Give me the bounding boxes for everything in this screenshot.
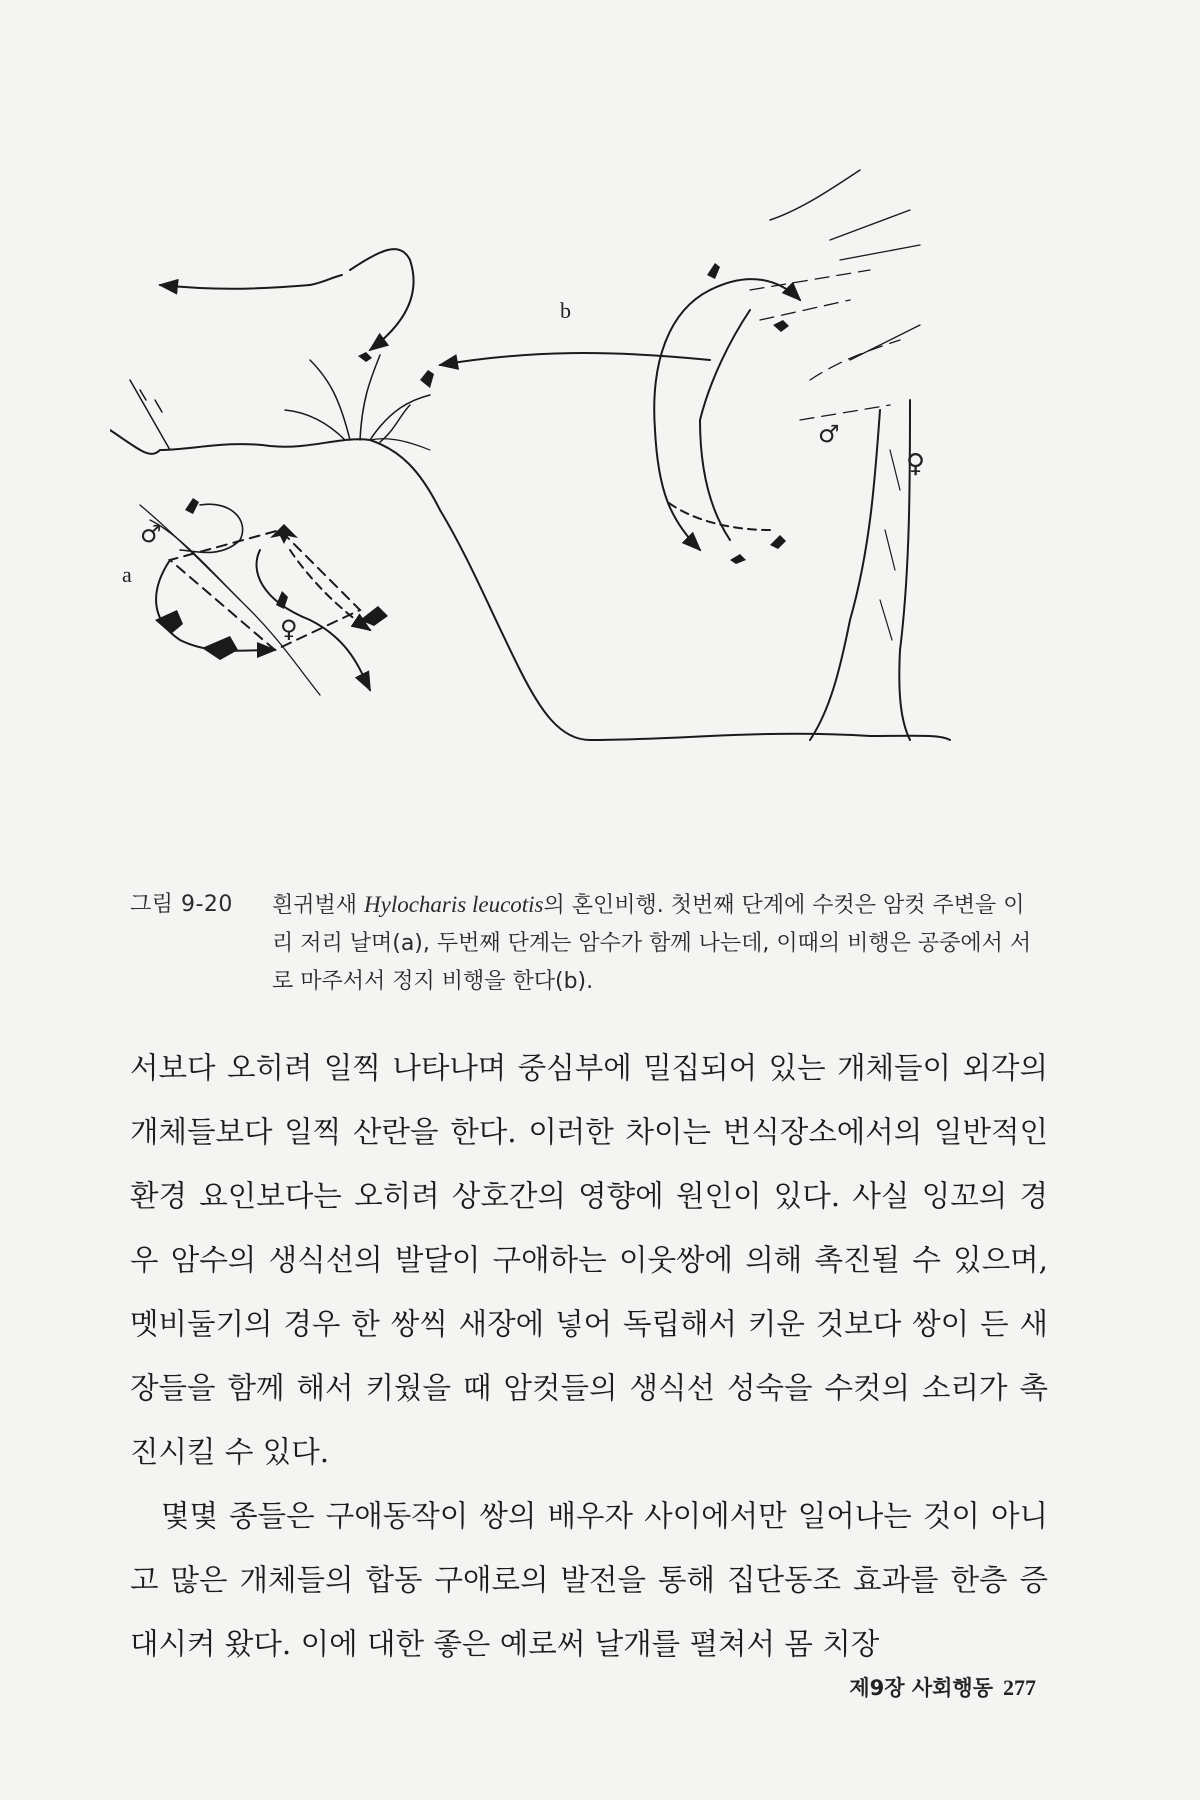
hummingbird-silhouette <box>185 498 199 514</box>
caption-text-after: 의 혼인비행. 첫번째 단계에 수컷은 암컷 주변을 이리 저리 날며(a), 두번째 단계는 암수가 함께 나는데, 이때의 비행은 공중에서 서로 마주서서 정지 비행을 한다(b). <box>272 893 1032 994</box>
courtship-flight-drawing <box>110 150 1050 840</box>
figure-label-b: b <box>560 298 571 323</box>
caption-text-before: 흰귀벌새 <box>272 893 365 918</box>
caption-species-name: Hylocharis leucotis <box>364 892 544 917</box>
hummingbird-silhouette <box>202 636 238 660</box>
hillside-line <box>110 430 950 740</box>
page-footer <box>849 1672 1036 1702</box>
flight-path-b-long <box>440 353 710 365</box>
caption-body <box>272 886 1042 1001</box>
hummingbird-silhouette <box>730 554 746 564</box>
figure-label-a: a <box>122 562 132 587</box>
hummingbird-silhouette <box>358 352 372 362</box>
hummingbird-silhouette <box>770 535 786 549</box>
page-number: 277 <box>1003 1675 1036 1700</box>
tree-trunk-left <box>810 410 880 740</box>
figure-illustration <box>110 150 1050 840</box>
female-symbol-b: ♀ <box>906 449 926 479</box>
male-symbol-a: ♂ <box>140 520 162 548</box>
hummingbird-silhouette <box>707 263 720 279</box>
caption-label: 그림 9-20 <box>130 892 233 917</box>
hummingbird-silhouette <box>773 320 789 332</box>
hummingbird-silhouette <box>270 524 298 544</box>
chapter-title: 제9장 사회행동 <box>849 1676 993 1700</box>
female-symbol-a: ♀ <box>280 615 298 643</box>
male-symbol-b: ♂ <box>818 420 840 448</box>
flight-path-b-top <box>350 249 414 350</box>
paragraph-2: 몇몇 종들은 구애동작이 쌍의 배우자 사이에서만 일어나는 것이 아니고 많은 개체들의 합동 구애로의 발전을 통해 집단동조 효과를 한층 증대시켜 왔다. 이에 대한 좋은 예로써 날개를 펼쳐서 몸 치장 <box>130 1499 1048 1661</box>
flight-path-b-left-arrow <box>160 285 310 289</box>
body-text <box>130 1036 1048 1676</box>
paragraph-1: 서보다 오히려 일찍 나타나며 중심부에 밀집되어 있는 개체들이 외각의 개체들보다 일찍 산란을 한다. 이러한 차이는 번식장소에서의 일반적인 환경 요인보다는 오히려 상호간의 영향에 원인이 있다. 사실 잉꼬의 경우 암수의 생식선의 발달이 구애하는 이웃쌍에 의해 촉진될 수 있으며, 멧비둘기의 경우 한 쌍씩 새장에 넣어 독립해서 키운 것보다 쌍이 든 새장들을 함께 해서 키웠을 때 암컷들의 생식선 성숙을 수컷의 소리가 촉진시킬 수 있다. <box>130 1051 1048 1469</box>
figure-caption <box>130 886 1050 1001</box>
hummingbird-silhouette <box>276 591 288 609</box>
hummingbird-silhouette <box>360 606 388 626</box>
hummingbird-silhouette <box>420 370 434 388</box>
